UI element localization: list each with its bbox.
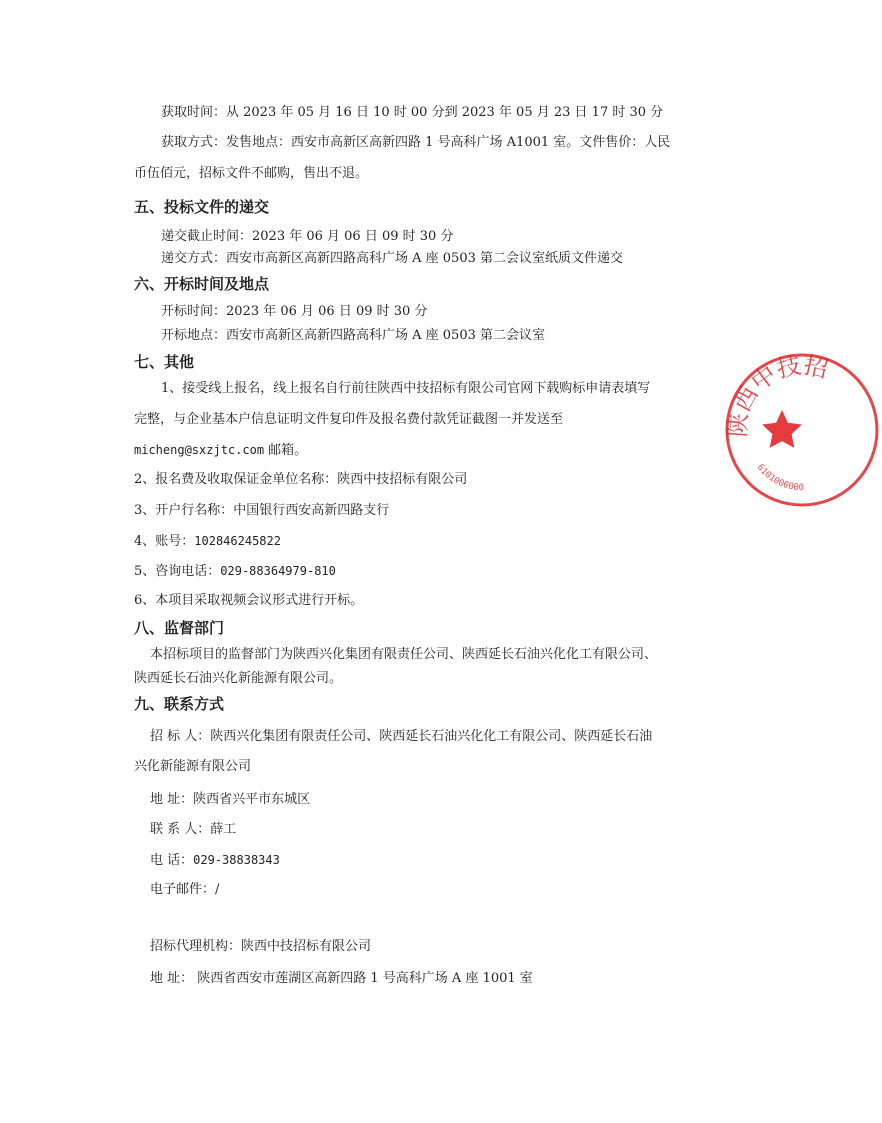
seal-text: 陕西中技招 bbox=[723, 350, 831, 439]
supervision-line2: 陕西延长石油兴化新能源有限公司。 bbox=[134, 671, 343, 686]
tenderer-phone bbox=[150, 851, 280, 870]
other-item1-line1: 1、接受线上报名，线上报名自行前往陕西中技招标有限公司官网下载购标申请表填写 bbox=[161, 381, 651, 396]
submit-method: 递交方式：西安市高新区高新四路高科广场 A 座 0503 第二会议室纸质文件递交 bbox=[161, 251, 624, 266]
account-number: 102846245822 bbox=[194, 534, 281, 548]
tenderer-phone-number: 029-38838343 bbox=[193, 853, 280, 867]
other-item1-line2: 完整，与企业基本户信息证明文件复印件及报名费付款凭证截图一并发送至 bbox=[134, 412, 564, 427]
section9-heading: 九、联系方式 bbox=[134, 695, 225, 713]
email-address: micheng@sxzjtc.com bbox=[134, 443, 265, 457]
acquire-method-line1: 获取方式：发售地点：西安市高新区高新四路 1 号高科广场 A1001 室。文件售价：人民 bbox=[161, 135, 671, 150]
tenderer-line2: 兴化新能源有限公司 bbox=[134, 759, 252, 774]
tenderer-address: 地 址：陕西省兴平市东城区 bbox=[150, 792, 311, 807]
agency-address: 地 址： 陕西省西安市莲湖区高新四路 1 号高科广场 A 座 1001 室 bbox=[150, 971, 533, 986]
section8-heading: 八、监督部门 bbox=[134, 619, 225, 637]
seal-serial: 6101000000 bbox=[754, 462, 804, 494]
opening-time: 开标时间：2023 年 06 月 06 日 09 时 30 分 bbox=[161, 304, 428, 319]
other-item6: 6、本项目采取视频会议形式进行开标。 bbox=[134, 593, 364, 608]
acquire-time: 获取时间：从 2023 年 05 月 16 日 10 时 00 分到 2023 年 05 月 23 日 17 时 30 分 bbox=[161, 105, 664, 120]
submit-deadline: 递交截止时间：2023 年 06 月 06 日 09 时 30 分 bbox=[161, 229, 454, 244]
tenderer-phone-label: 电 话： bbox=[150, 853, 194, 868]
other-item3: 3、开户行名称：中国银行西安高新四路支行 bbox=[134, 503, 390, 518]
other-item4 bbox=[134, 532, 281, 551]
consult-phone-number: 029-88364979-810 bbox=[220, 564, 336, 578]
consult-phone-label: 5、咨询电话： bbox=[134, 564, 221, 579]
section6-heading: 六、开标时间及地点 bbox=[134, 275, 270, 293]
supervision-line1: 本招标项目的监督部门为陕西兴化集团有限责任公司、陕西延长石油兴化化工有限公司、 bbox=[150, 647, 658, 662]
tenderer-line1: 招 标 人：陕西兴化集团有限责任公司、陕西延长石油兴化化工有限公司、陕西延长石油 bbox=[150, 729, 653, 744]
acquire-method-line2: 币伍佰元，招标文件不邮购，售出不退。 bbox=[134, 166, 369, 181]
other-item2: 2、报名费及收取保证金单位名称：陕西中技招标有限公司 bbox=[134, 472, 468, 487]
agency-name: 招标代理机构：陕西中技招标有限公司 bbox=[150, 939, 372, 954]
other-item1-email-line bbox=[134, 441, 307, 460]
tenderer-contact: 联 系 人：薛工 bbox=[150, 822, 237, 837]
account-label: 4、账号： bbox=[134, 534, 195, 549]
email-suffix: 邮箱。 bbox=[264, 443, 308, 458]
section5-heading: 五、投标文件的递交 bbox=[134, 198, 270, 216]
section7-heading: 七、其他 bbox=[134, 353, 195, 371]
tenderer-email: 电子邮件：/ bbox=[150, 882, 220, 897]
opening-place: 开标地点：西安市高新区高新四路高科广场 A 座 0503 第二会议室 bbox=[161, 328, 546, 343]
company-seal bbox=[722, 350, 882, 510]
seal-star-icon bbox=[762, 410, 802, 448]
other-item5 bbox=[134, 562, 336, 581]
